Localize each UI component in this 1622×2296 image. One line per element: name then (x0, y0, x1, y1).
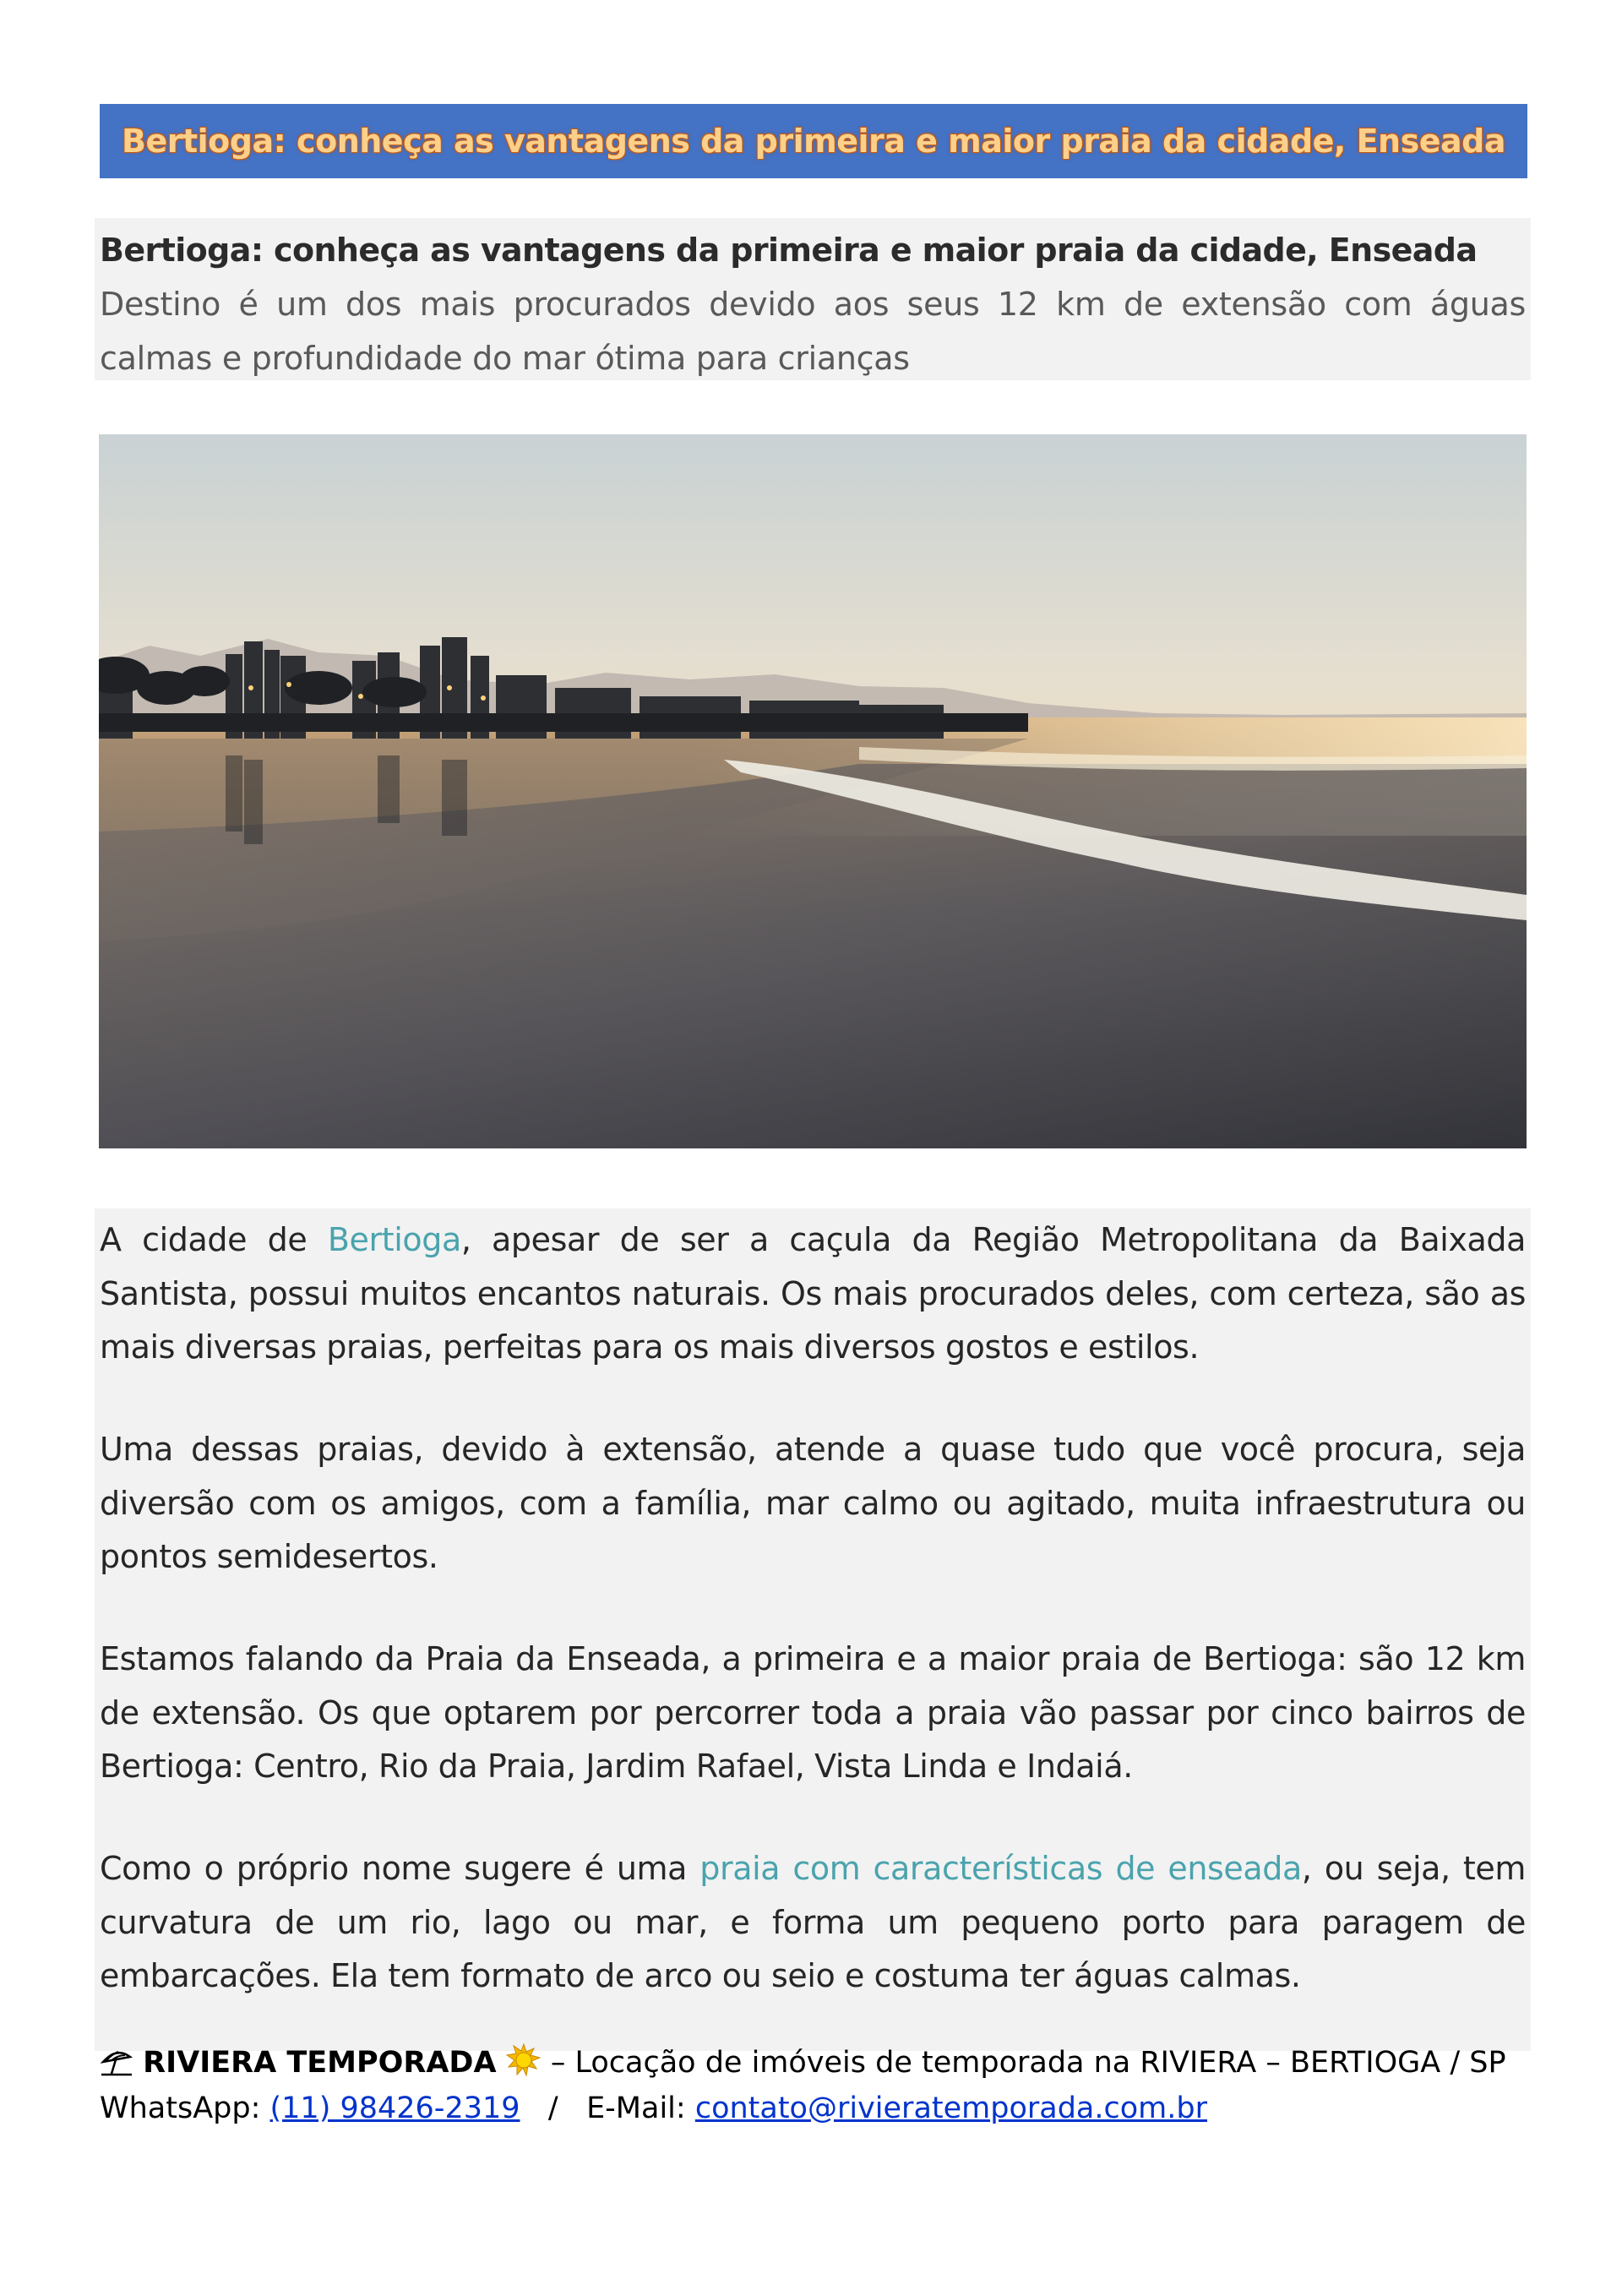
footer-line-1 (100, 2042, 1536, 2088)
footer-tagline: – Locação de imóveis de temporada na RIVIERA – BERTIOGA / SP (550, 2046, 1506, 2080)
email-label: E-Mail: (586, 2091, 695, 2125)
summary-headline: Bertioga: conheça as vantagens da primeira e maior praia da cidade, Enseada (100, 232, 1478, 269)
article-paragraph-2: Uma dessas praias, devido à extensão, atende a quase tudo que você procura, seja diversão com os amigos, com a família, mar calmo ou agitado, muita infraestrutura ou pontos semidesertos. (100, 1431, 1526, 1575)
article-paragraph-4 (100, 1842, 1526, 2004)
email-link[interactable]: contato@rivieratemporada.com.br (694, 2091, 1207, 2125)
summary-panel (95, 218, 1531, 380)
beach-umbrella-icon (100, 2048, 133, 2088)
whatsapp-link[interactable]: (11) 98426-2319 (269, 2091, 520, 2125)
beach-sunset-photo (99, 434, 1527, 1148)
paragraph-text: Como o próprio nome sugere é uma (100, 1850, 700, 1887)
paragraph-text: , ou seja, tem curvatura de um rio, lago ou mar, e forma um pequeno porto para paragem de embarcações. Ela tem formato de arco ou seio e costuma ter águas calmas. (100, 1850, 1526, 1994)
paragraph-text: A cidade de (100, 1221, 328, 1258)
sun-icon (506, 2043, 542, 2088)
summary-subtitle: Destino é um dos mais procurados devido aos seus 12 km de extensão com águas calmas e profundidade do mar ótima para crianças (100, 286, 1526, 377)
paragraph-text: , apesar de ser a caçula da Região Metropolitana da Baixada Santista, possui muitos encantos naturais. Os mais procurados deles, com certeza, são as mais diversas praias, perfeitas para os mais diversos gostos e estilos. (100, 1221, 1526, 1366)
bertioga-link[interactable]: Bertioga (327, 1221, 461, 1258)
footer-separator: / (520, 2091, 587, 2125)
brand-name: RIVIERA TEMPORADA (143, 2046, 497, 2080)
footer (100, 2042, 1536, 2129)
whatsapp-label: WhatsApp: (100, 2091, 270, 2125)
title-banner (100, 104, 1527, 178)
article-paragraph-1 (100, 1213, 1526, 1375)
footer-line-2 (100, 2088, 1536, 2129)
article-body (95, 1208, 1531, 2051)
enseada-characteristics-link[interactable]: praia com características de enseada (699, 1850, 1302, 1887)
banner-title: Bertioga: conheça as vantagens da primeira e maior praia da cidade, Enseada (122, 123, 1505, 160)
article-paragraph-3: Estamos falando da Praia da Enseada, a primeira e a maior praia de Bertioga: são 12 km de extensão. Os que optarem por percorrer toda a praia vão passar por cinco bairros de Bertioga: Centro, Rio da Praia, Jardim Rafael, Vista Linda e Indaiá. (100, 1640, 1526, 1785)
